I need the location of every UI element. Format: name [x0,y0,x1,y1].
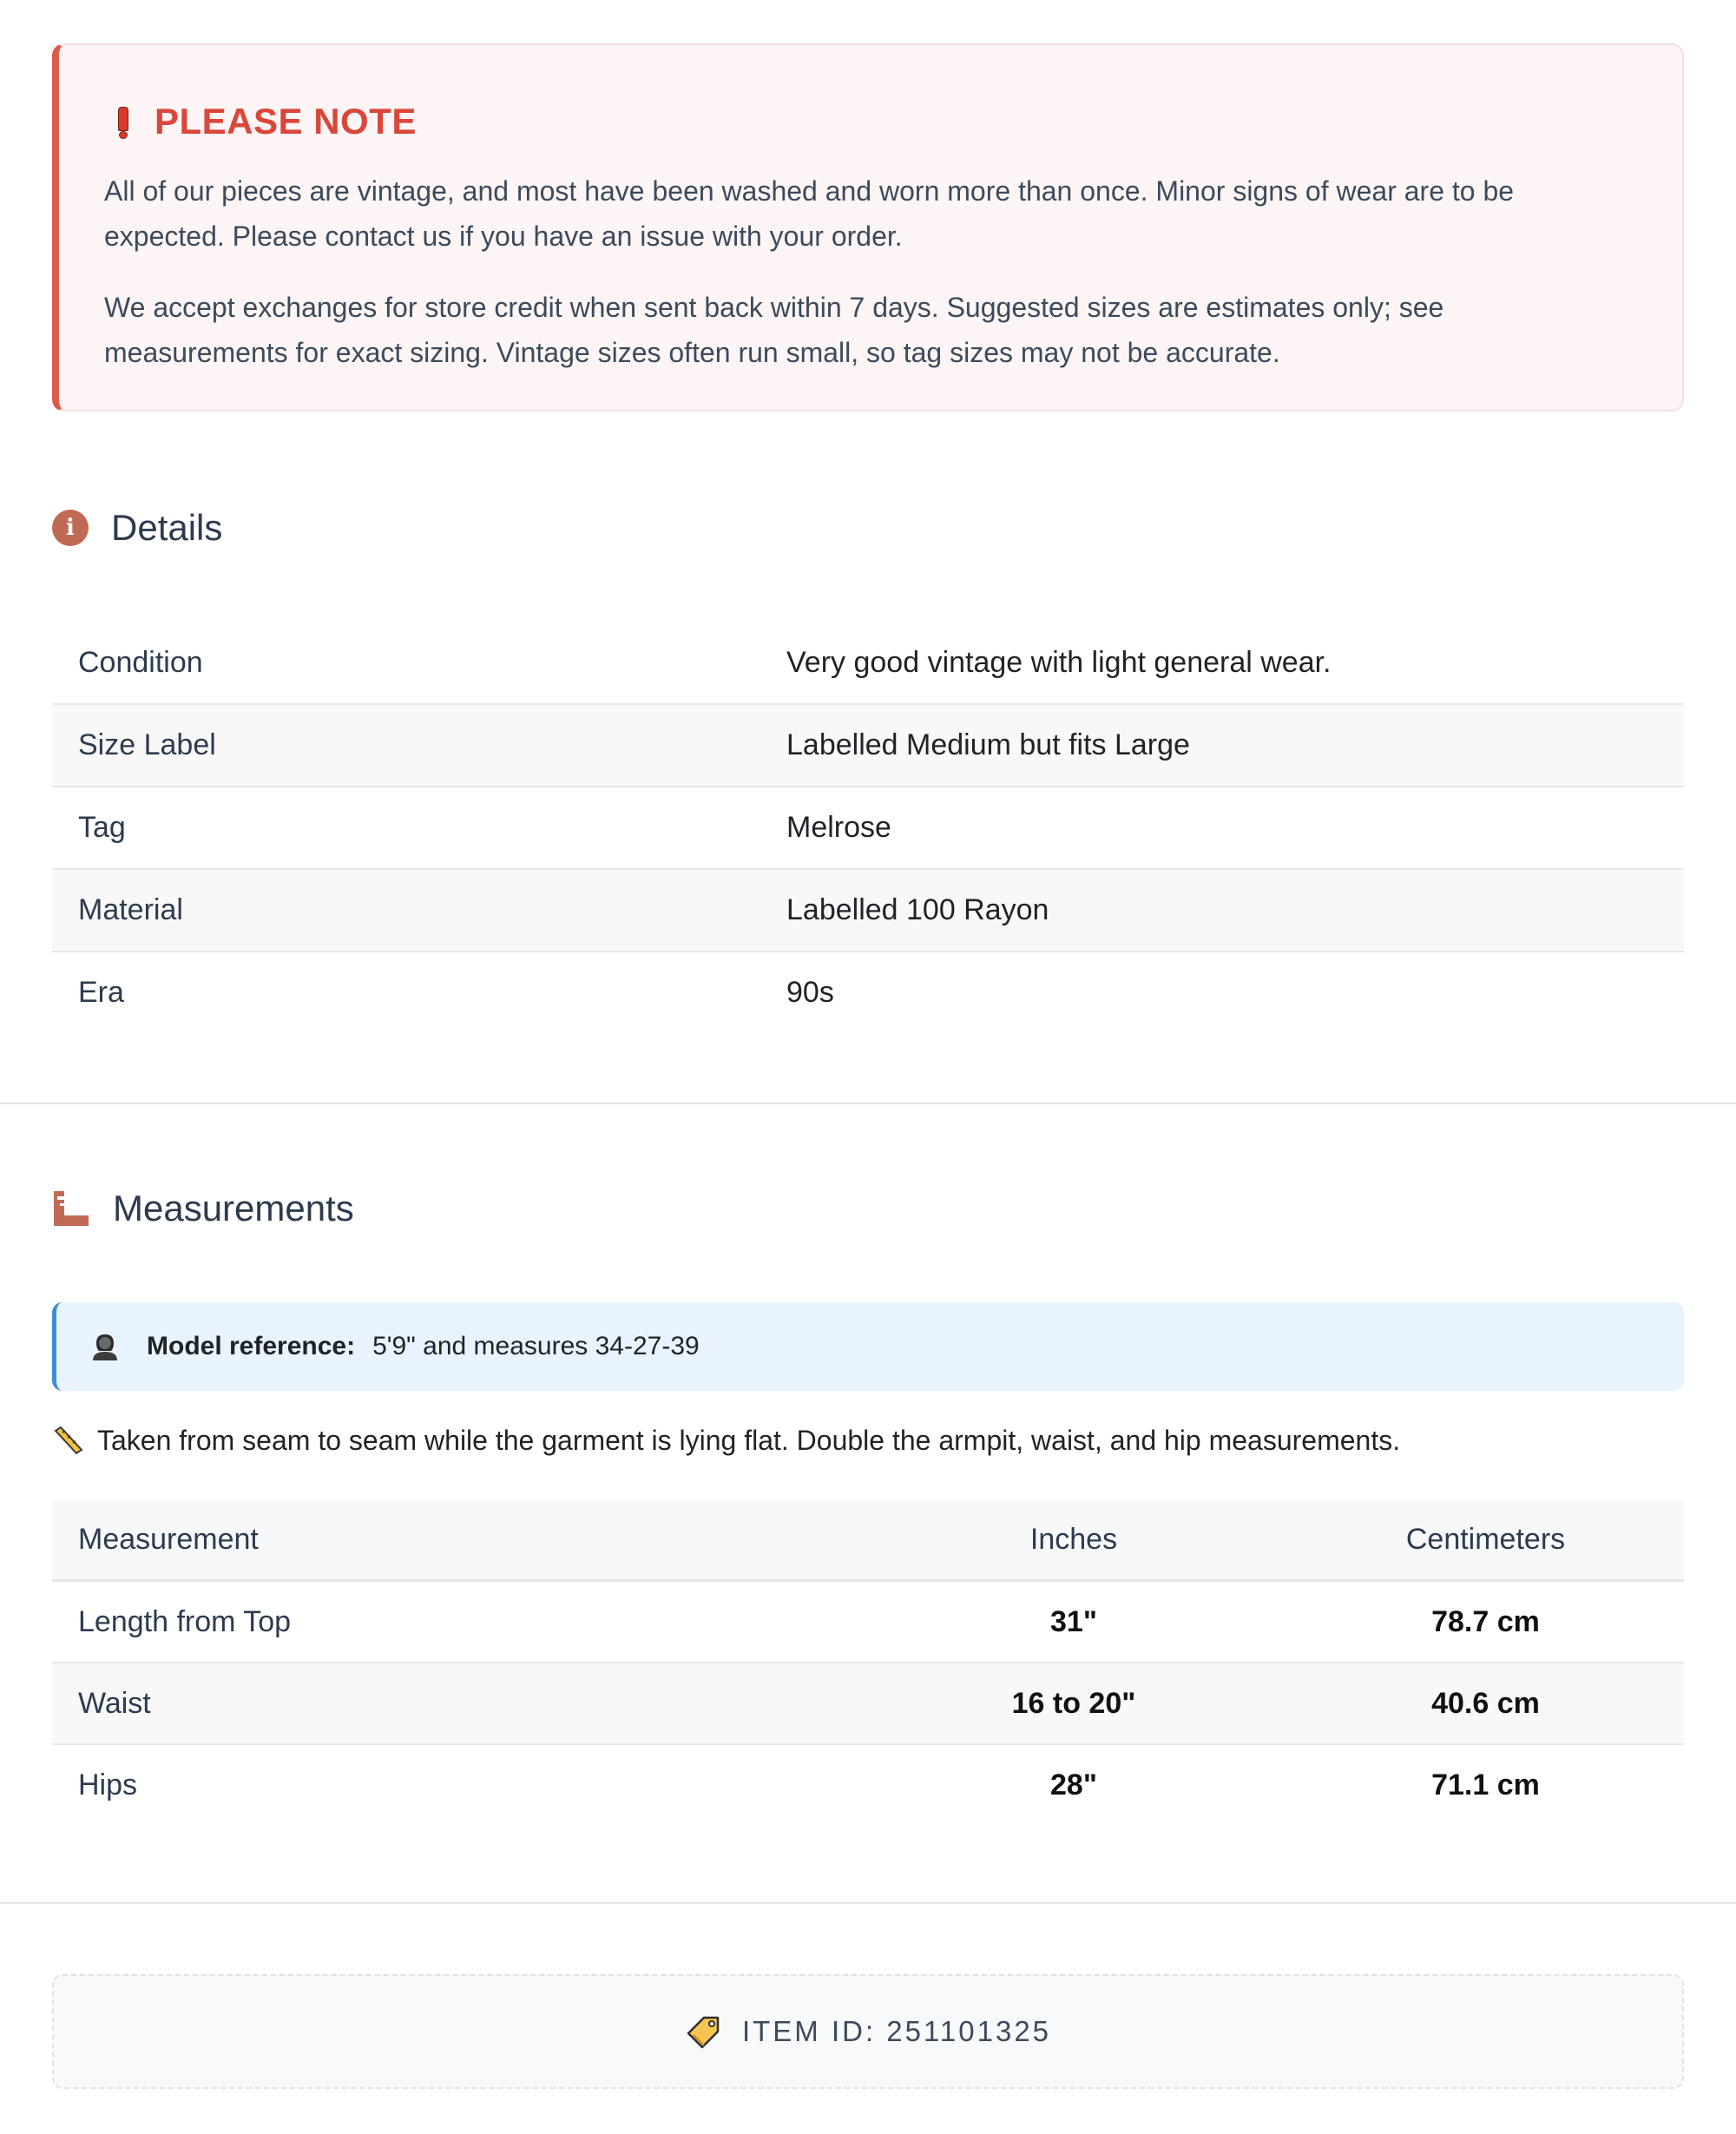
notice-paragraph-1: All of our pieces are vintage, and most have been washed and worn more than once. Minor signs of wear are to be expected. Please contact us if you have an issue with your order. [104,175,1515,252]
ruler-icon [52,1189,90,1228]
measurements-table [52,1499,1684,1825]
detail-value: Very good vintage with light general wear. [786,622,1684,704]
pencil-icon [52,1424,85,1457]
details-header [52,507,222,549]
table-header-row [52,1499,1684,1581]
notice-box [52,43,1684,412]
detail-value: 90s [786,976,834,1009]
details-title: Details [111,507,223,548]
table-row [52,787,1684,869]
measurement-inches: 28" [1050,1768,1097,1801]
detail-value: Labelled 100 Rayon [786,869,1684,952]
detail-value: Melrose [786,787,1684,869]
measurement-name: Waist [52,1663,860,1744]
detail-label: Era [78,976,124,1009]
model-reference-label: Model reference: [147,1332,356,1360]
measurement-cm: 71.1 cm [1431,1768,1540,1801]
measurement-inches: 16 to 20" [860,1663,1287,1744]
exclamation-icon [116,107,128,136]
info-icon: i [52,510,89,546]
measurement-name: Hips [78,1768,138,1801]
measurements-title: Measurements [113,1188,354,1228]
measurement-inches: 31" [860,1581,1287,1663]
table-row [52,1744,1684,1825]
detail-label: Material [52,869,786,952]
section-divider [0,1103,1736,1104]
column-header: Inches [860,1499,1287,1581]
table-row [52,704,1684,787]
measurement-note [52,1424,1400,1457]
column-header: Centimeters [1287,1499,1684,1581]
measurements-header [52,1188,354,1229]
tag-icon [685,2012,723,2051]
detail-label: Condition [52,622,786,704]
measurement-name: Length from Top [52,1581,860,1663]
notice-header [104,94,1634,149]
detail-value: Labelled Medium but fits Large [786,704,1684,787]
section-divider [0,1902,1736,1904]
person-icon [89,1331,121,1362]
item-id-label: ITEM ID: 251101325 [741,2015,1052,2047]
item-id-box [52,1974,1684,2089]
table-row [52,1581,1684,1663]
table-row [52,1663,1684,1744]
notice-paragraph-2: We accept exchanges for store credit when sent back within 7 days. Suggested sizes are estimates only; see measurements for exact sizing. Vintage sizes often run small, so tag sizes may not be accurate. [104,292,1444,368]
detail-label: Tag [52,787,786,869]
model-reference-box [52,1302,1684,1391]
measurement-cm: 78.7 cm [1287,1581,1684,1663]
measurement-cm: 40.6 cm [1287,1663,1684,1744]
details-table [52,622,1684,1033]
detail-label: Size Label [52,704,786,787]
model-reference-value: 5'9" and measures 34-27-39 [372,1332,700,1360]
measurement-note-text: Taken from seam to seam while the garment is lying flat. Double the armpit, waist, and hip measurements. [97,1424,1401,1456]
table-row [52,952,1684,1033]
table-row [52,869,1684,952]
column-header: Measurement [52,1499,860,1581]
table-row [52,622,1684,704]
notice-title: PLEASE NOTE [155,101,417,142]
